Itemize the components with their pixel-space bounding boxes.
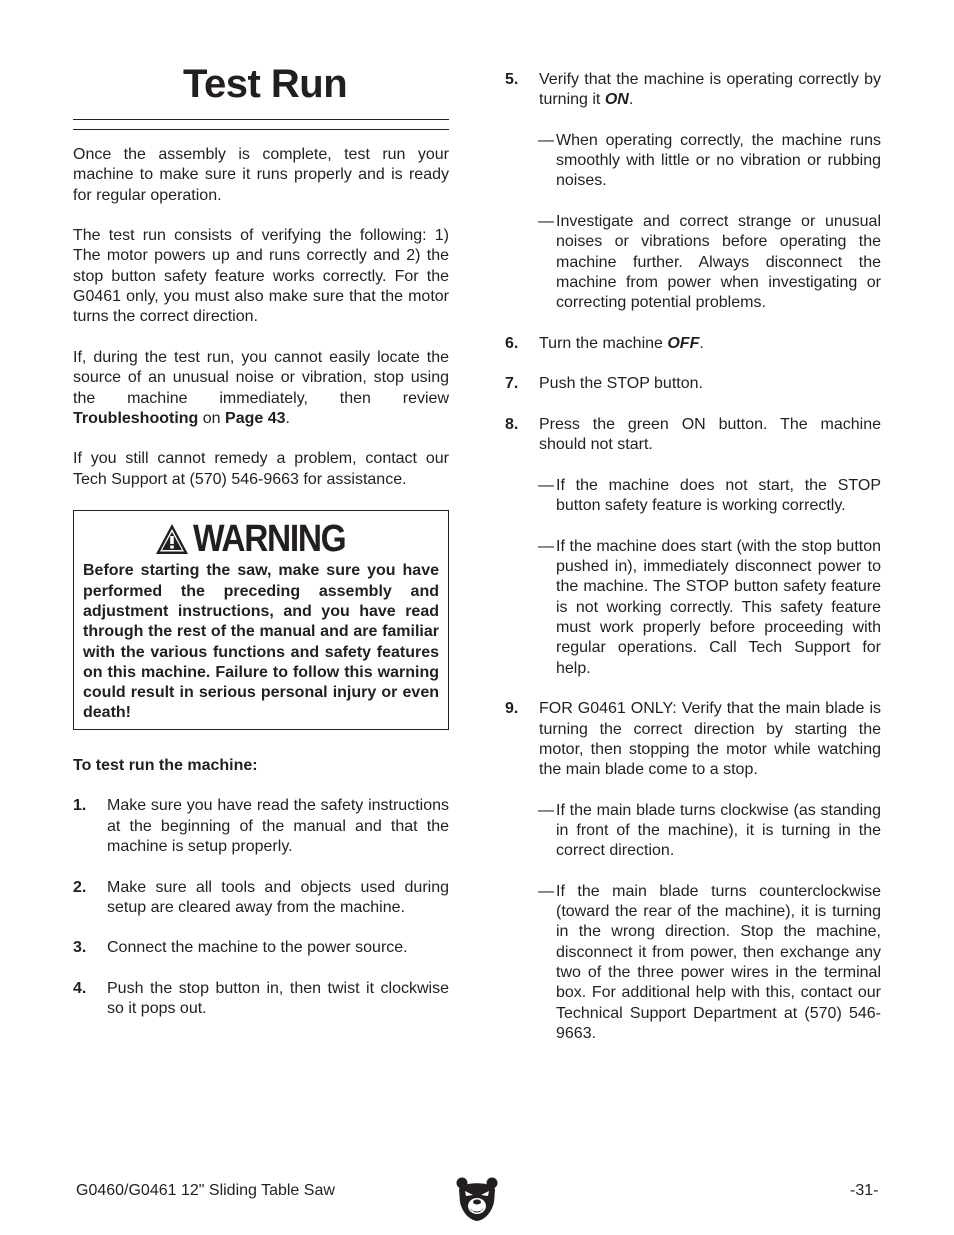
warning-header <box>83 517 439 561</box>
intro-paragraph-2: The test run consists of verifying the following: 1) The motor powers up and runs correctly and 2) the stop button safety feature works correctly. For the G0461 only, you must also make sure that the motor turns the correct direction. <box>73 227 449 326</box>
step-number: 3. <box>73 939 87 957</box>
warning-text: Before starting the saw, make sure you have performed the preceding assembly and adjustment instructions, and you have read through the rest of the manual and are familiar with the various functions and safety features on this machine. Failure to follow this warning could result in serious personal injury or even death! <box>83 562 439 722</box>
note-text: If the machine does not start, the STOP button safety feature is working correctly. <box>556 476 881 515</box>
step-9-note-1 <box>538 801 881 862</box>
step-6 <box>505 334 881 354</box>
right-column <box>505 70 881 1065</box>
intro-paragraph-1: Once the assembly is complete, test run your machine to make sure it runs properly and is ready for regular operation. <box>73 146 449 204</box>
footer-model: G0460/G0461 12" Sliding Table Saw <box>76 1182 335 1199</box>
note-text: If the machine does start (with the stop button pushed in), immediately disconnect power to the machine. The STOP button safety feature is not working correctly. This safety feature must work properly before proceeding with regular operations. Call Tech Support for help. <box>556 537 881 677</box>
dash-bullet: — <box>538 476 554 494</box>
step-number: 5. <box>505 71 519 88</box>
step-1 <box>73 796 449 857</box>
step-text <box>539 334 881 354</box>
step-number: 8. <box>505 416 519 434</box>
step-6-end: . <box>699 334 704 352</box>
step-9-note-2 <box>538 882 881 1044</box>
step-text: Connect the machine to the power source. <box>107 939 408 957</box>
step-5 <box>505 70 881 111</box>
step-number: 2. <box>73 878 87 896</box>
step-8-note-1 <box>538 476 881 517</box>
note-text: If the main blade turns counterclockwise (toward the rear of the machine), it is turning in the wrong direction. Stop the machine, disconnect it from power, then exchange any two of the three power wires in the terminal box. For additional help with this, contact our Technical Support Department at (570) 546-9663. <box>556 882 881 1042</box>
on-emphasis: ON <box>604 91 629 109</box>
warning-label: WARNING <box>193 518 346 561</box>
intro-p3-end: . <box>285 409 290 427</box>
note-text: If the main blade turns clockwise (as standing in front of the machine), it is turning in the correct direction. <box>556 801 881 860</box>
troubleshooting-reference: Troubleshooting <box>73 409 199 427</box>
warning-box <box>73 510 449 729</box>
step-5-text: Verify that the machine is operating correctly by turning it <box>539 71 881 109</box>
step-8-note-2 <box>538 537 881 679</box>
step-text: Push the STOP button. <box>539 375 703 393</box>
step-number: 9. <box>505 700 519 718</box>
off-emphasis: OFF <box>667 334 700 352</box>
procedure-heading: To test run the machine: <box>73 756 258 774</box>
title-rule-bottom <box>73 129 449 130</box>
step-text: Push the stop button in, then twist it clockwise so it pops out. <box>107 979 449 1018</box>
note-text: Investigate and correct strange or unusual noises or vibrations before operating the machine further. Always disconnect the machine from power when investigating or correcting potential problems. <box>556 213 881 312</box>
intro-p3-mid: on <box>198 409 226 427</box>
step-text: Make sure all tools and objects used during setup are cleared away from the machine. <box>107 878 449 916</box>
intro-paragraph-3 <box>73 348 449 429</box>
warning-triangle-icon <box>155 523 189 555</box>
step-4 <box>73 979 449 1020</box>
intro-p3-text: If, during the test run, you cannot easily locate the source of an unusual noise or vibration, stop using the machine immediately, then review <box>73 348 449 407</box>
page-reference: Page 43 <box>225 409 286 427</box>
dash-bullet: — <box>538 537 554 555</box>
step-2 <box>73 878 449 919</box>
step-5-note-2 <box>538 212 881 313</box>
step-7 <box>505 374 881 394</box>
step-5-end: . <box>628 91 634 109</box>
step-number: 6. <box>505 334 519 352</box>
dash-bullet: — <box>538 131 554 149</box>
title-rule-top <box>73 119 449 120</box>
step-text: Make sure you have read the safety instructions at the beginning of the manual and that the machine is setup properly. <box>107 797 449 855</box>
step-text <box>539 70 881 111</box>
bear-logo-icon <box>456 1176 498 1222</box>
page-number: -31- <box>850 1182 879 1199</box>
step-number: 4. <box>73 979 87 997</box>
intro-paragraph-4: If you still cannot remedy a problem, contact our Tech Support at (570) 546-9663 for assistance. <box>73 450 449 488</box>
step-text: FOR G0461 ONLY: Verify that the main blade is turning the correct direction by starting the motor, then stopping the motor while watching the main blade come to a stop. <box>539 700 881 779</box>
step-5-note-1 <box>538 131 881 192</box>
step-9 <box>505 699 881 780</box>
page-title: Test Run <box>183 62 348 106</box>
dash-bullet: — <box>538 213 554 231</box>
step-3 <box>73 938 449 958</box>
step-number: 7. <box>505 375 519 393</box>
dash-bullet: — <box>538 801 554 819</box>
left-column <box>73 145 449 1040</box>
note-text: When operating correctly, the machine runs smoothly with little or no vibration or rubbing noises. <box>556 131 881 190</box>
step-text: Press the green ON button. The machine should not start. <box>539 416 881 454</box>
dash-bullet: — <box>538 882 554 900</box>
step-6-text: Turn the machine <box>539 334 668 352</box>
step-number: 1. <box>73 797 87 815</box>
step-8 <box>505 415 881 456</box>
